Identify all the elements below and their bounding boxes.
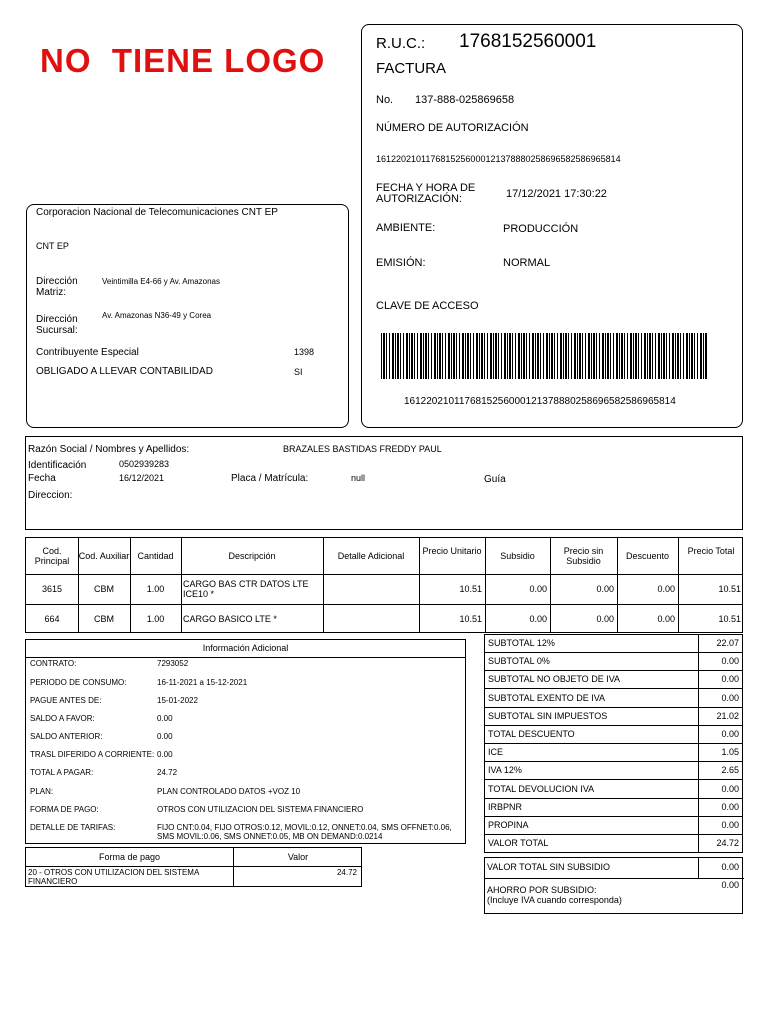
clave-acceso-number: 1612202101176815256000121378880258696582586965814	[404, 396, 676, 407]
info-row-key: TRASL DIFERIDO A CORRIENTE:	[30, 750, 155, 759]
authorization-label: NÚMERO DE AUTORIZACIÓN	[376, 122, 529, 134]
placa-label: Placa / Matrícula:	[231, 473, 309, 484]
col-header-cod-auxiliar: Cod. Auxiliar	[78, 551, 130, 561]
totals-row	[485, 799, 742, 817]
dir-matriz-label: Dirección Matriz:	[36, 276, 78, 298]
col-header-precio-unitario: Precio Unitario	[422, 546, 482, 556]
item-descripcion: CARGO BAS CTR DATOS LTE ICE10 *	[183, 579, 309, 599]
info-row-key: CONTRATO:	[30, 659, 77, 668]
emision-label: EMISIÓN:	[376, 257, 426, 269]
barcode-image	[381, 333, 707, 379]
info-row-key: SALDO ANTERIOR:	[30, 732, 103, 741]
totals-value: 0.00	[721, 783, 739, 794]
totals-label: SUBTOTAL SIN IMPUESTOS	[488, 710, 608, 721]
totals-label: ICE	[488, 747, 504, 758]
emision-value: NORMAL	[503, 257, 551, 269]
col-header-precio-sin-subsidio: Precio sin Subsidio	[563, 546, 604, 566]
totals-row	[485, 671, 742, 689]
totals-row	[485, 781, 742, 799]
document-type: FACTURA	[376, 60, 447, 77]
subsidy-box	[484, 857, 743, 914]
dir-matriz-value: Veintimilla E4-66 y Av. Amazonas	[102, 277, 220, 286]
info-row-value: PLAN CONTROLADO DATOS +VOZ 10	[157, 787, 301, 796]
info-row-value: 16-11-2021 a 15-12-2021	[157, 678, 248, 687]
ambiente-value: PRODUCCIÓN	[503, 223, 579, 235]
totals-row	[485, 835, 742, 853]
contribuyente-label: Contribuyente Especial	[36, 347, 139, 358]
ahorro-subsidio-label: AHORRO POR SUBSIDIO:	[487, 885, 597, 895]
info-row-key: SALDO A FAVOR:	[30, 714, 95, 723]
issuer-nombre-comercial: CNT EP	[36, 241, 69, 251]
invoice-number-label: No.	[376, 94, 394, 106]
info-row-value: 7293052	[157, 659, 189, 668]
item-descripcion: CARGO BASICO LTE *	[183, 614, 277, 624]
totals-label: IVA 12%	[488, 765, 522, 776]
valor-sin-subsidio-label: VALOR TOTAL SIN SUBSIDIO	[487, 862, 611, 872]
item-cod-auxiliar: CBM	[94, 584, 114, 594]
valor-sin-subsidio-value: 0.00	[721, 862, 739, 872]
col-header-descripcion: Descripción	[228, 551, 276, 561]
totals-label: TOTAL DESCUENTO	[488, 729, 575, 739]
ahorro-subsidio-note: (Incluye IVA cuando corresponda)	[487, 895, 622, 905]
item-descuento: 0.00	[657, 614, 675, 624]
totals-value: 0.00	[721, 820, 739, 830]
buyer-date-label: Fecha	[28, 473, 56, 484]
totals-label: VALOR TOTAL	[488, 838, 549, 849]
item-subsidio: 0.00	[529, 584, 547, 594]
authorization-datetime-label: FECHA Y HORA DE AUTORIZACIÓN:	[376, 182, 476, 205]
totals-label: SUBTOTAL 0%	[488, 656, 550, 667]
info-row-value: 0.00	[157, 732, 173, 741]
col-header-subsidio: Subsidio	[500, 551, 535, 561]
info-row-value: 0.00	[157, 750, 173, 759]
col-header-descuento: Descuento	[625, 551, 670, 561]
contribuyente-value: 1398	[294, 347, 315, 357]
info-row-value: 0.00	[157, 714, 173, 723]
contabilidad-value: SI	[294, 367, 303, 377]
totals-row	[485, 708, 742, 726]
forma-pago-table	[25, 847, 362, 887]
ruc-value: 1768152560001	[459, 31, 597, 52]
totals-value: 0.00	[721, 692, 739, 703]
item-precio-total: 10.51	[718, 614, 741, 624]
buyer-address-label: Direccion:	[28, 490, 73, 501]
totals-label: TOTAL DEVOLUCION IVA	[488, 783, 595, 794]
totals-label: SUBTOTAL NO OBJETO DE IVA	[488, 674, 621, 685]
item-precio-total: 10.51	[718, 584, 741, 594]
totals-value: 21.02	[716, 710, 739, 721]
info-row-key: PAGUE ANTES DE:	[30, 696, 102, 705]
issuer-razon-social: Corporacion Nacional de Telecomunicaciones CNT EP	[36, 207, 278, 218]
item-detalle-adicional	[323, 574, 419, 604]
totals-value: 0.00	[721, 729, 739, 739]
buyer-id: 0502939283	[119, 459, 170, 469]
info-row-key: PLAN:	[30, 787, 54, 796]
item-detalle-adicional	[323, 604, 419, 634]
dir-sucursal-label: Dirección Sucursal:	[36, 314, 78, 336]
totals-label: IRBPNR	[488, 801, 523, 812]
totals-row	[485, 744, 742, 762]
company-logo-placeholder: NO TIENE LOGO	[40, 42, 326, 79]
dir-sucursal-value: Av. Amazonas N36-49 y Corea	[102, 311, 212, 320]
item-cod-principal: 664	[44, 614, 60, 624]
totals-value: 1.05	[721, 747, 739, 758]
guia-label: Guía	[484, 474, 506, 485]
info-adicional-box	[25, 639, 466, 844]
issuer-box	[26, 204, 349, 428]
authorization-number: 1612202101176815256000121378880258696582586965814	[376, 154, 621, 164]
ambiente-label: AMBIENTE:	[376, 222, 436, 234]
forma-pago-desc: 20 - OTROS CON UTILIZACION DEL SISTEMA FINANCIERO	[28, 868, 199, 886]
totals-row	[485, 653, 742, 671]
col-header-cantidad: Cantidad	[137, 551, 174, 561]
totals-label: PROPINA	[488, 820, 529, 830]
totals-row	[485, 817, 742, 835]
buyer-name-label: Razón Social / Nombres y Apellidos:	[28, 444, 190, 455]
totals-table	[484, 634, 743, 853]
totals-row	[485, 635, 742, 653]
placa-value: null	[351, 473, 366, 483]
col-header-precio-total: Precio Total	[687, 546, 735, 556]
info-row-key: DETALLE DE TARIFAS:	[30, 823, 116, 832]
info-row-key: FORMA DE PAGO:	[30, 805, 99, 814]
buyer-date: 16/12/2021	[119, 473, 165, 483]
authorization-datetime: 17/12/2021 17:30:22	[506, 188, 607, 200]
info-adicional-title: Información Adicional	[26, 640, 465, 658]
item-precio-sin-subsidio: 0.00	[596, 614, 614, 624]
info-row-value: FIJO CNT:0.04, FIJO OTROS:0.12, MOVIL:0.12, ONNET:0.04, SMS OFFNET:0.06, SMS MOVIL:0.06, SMS ONNET:0.05, MB ON DEMAND:0.0214	[157, 823, 452, 841]
valor-header: Valor	[287, 852, 309, 862]
totals-value: 0.00	[721, 656, 739, 667]
col-header-detalle-adicional: Detalle Adicional	[337, 551, 405, 561]
info-row-value: 15-01-2022	[157, 696, 198, 705]
info-row-value: 24.72	[157, 768, 178, 777]
invoice-number: 137-888-025869658	[415, 94, 515, 106]
item-cod-auxiliar: CBM	[94, 614, 114, 624]
item-cod-principal: 3615	[41, 584, 63, 594]
totals-value: 0.00	[721, 674, 739, 685]
totals-value: 22.07	[716, 638, 739, 648]
totals-row	[485, 690, 742, 708]
buyer-id-label: Identificación	[28, 460, 87, 471]
totals-value: 2.65	[721, 765, 739, 776]
info-row-value: OTROS CON UTILIZACION DEL SISTEMA FINANCIERO	[157, 805, 364, 814]
info-row-key: PERIODO DE CONSUMO:	[30, 678, 127, 687]
item-subsidio: 0.00	[529, 614, 547, 624]
item-precio-unitario: 10.51	[459, 614, 482, 624]
item-cantidad: 1.00	[146, 584, 165, 594]
item-cantidad: 1.00	[146, 614, 165, 624]
totals-value: 24.72	[716, 838, 739, 849]
col-header-cod-principal: Cod. Principal	[34, 546, 70, 566]
items-table	[25, 537, 743, 633]
item-precio-unitario: 10.51	[459, 584, 482, 594]
buyer-name: BRAZALES BASTIDAS FREDDY PAUL	[283, 444, 442, 454]
totals-label: SUBTOTAL 12%	[488, 638, 555, 648]
totals-row	[485, 726, 742, 744]
forma-pago-valor: 24.72	[336, 868, 357, 877]
buyer-box	[25, 436, 743, 530]
contabilidad-label: OBLIGADO A LLEVAR CONTABILIDAD	[36, 366, 213, 377]
ruc-label: R.U.C.:	[376, 35, 426, 52]
ahorro-subsidio-value: 0.00	[721, 880, 739, 890]
info-row-key: TOTAL A PAGAR:	[30, 768, 94, 777]
totals-label: SUBTOTAL EXENTO DE IVA	[488, 692, 606, 703]
totals-value: 0.00	[721, 801, 739, 812]
item-descuento: 0.00	[657, 584, 675, 594]
item-precio-sin-subsidio: 0.00	[596, 584, 614, 594]
clave-acceso-label: CLAVE DE ACCESO	[376, 300, 479, 312]
forma-pago-header: Forma de pago	[98, 852, 161, 862]
totals-row	[485, 762, 742, 780]
